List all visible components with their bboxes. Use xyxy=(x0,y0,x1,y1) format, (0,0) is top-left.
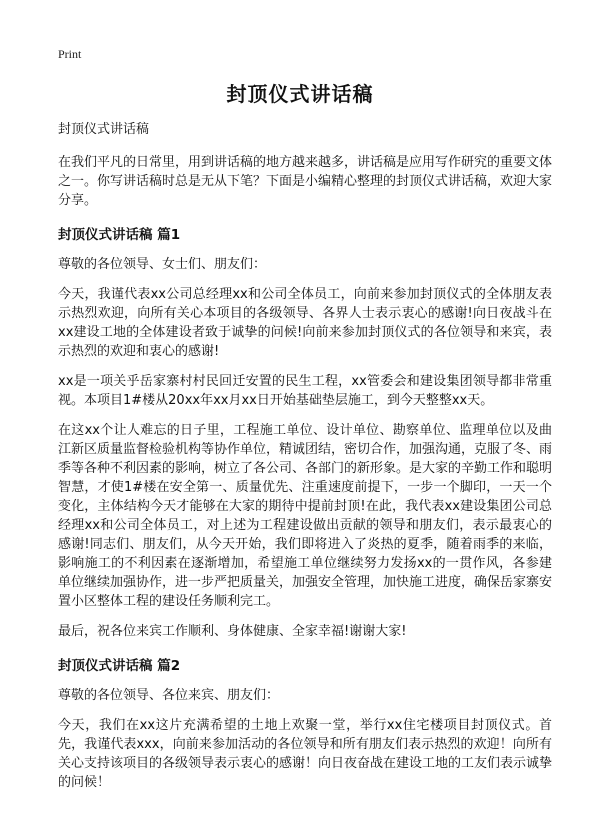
section-1-heading: 封顶仪式讲话稿 篇1 xyxy=(58,227,181,243)
section-1-closing: 最后，祝各位来宾工作顺利、身体健康、全家幸福!谢谢大家! xyxy=(58,624,407,639)
section-2-heading: 封顶仪式讲话稿 篇2 xyxy=(58,658,181,674)
document-subtitle: 封顶仪式讲话稿 xyxy=(58,122,150,137)
section-2-paragraph-1: 今天，我们在xx这片充满希望的土地上欢聚一堂，举行xx住宅楼项目封顶仪式。首先，我谨代表xxx，向前来参加活动的各位领导和所有朋友们表示热烈的欢迎！向所有关心支持该项目的各级领导表示衷心的感谢！向日夜奋战在建设工地的工友们表示诚挚的问候！ xyxy=(58,718,553,790)
section-1-greeting: 尊敬的各位领导、女士们、朋友们： xyxy=(58,257,267,272)
print-link[interactable]: Print xyxy=(58,47,82,61)
section-2-greeting: 尊敬的各位领导、各位来宾、朋友们： xyxy=(58,688,280,703)
section-1-paragraph-3: 在这xx个让人难忘的日子里，工程施工单位、设计单位、勘察单位、监理单位以及曲江新区质量监督检验机构等协作单位，精诚团结，密切合作，加强沟通，克服了冬、雨季等各种不利因素的影响，树立了各公司、各部门的新形象。是大家的辛勤工作和聪明智慧，才使1#楼在安全第一、质量优先、注重速度前提下，一步一个脚印，一天一个变化，主体结构今天才能够在大家的期待中提前封顶!在此，我代表xx建设集团公司总经理xx和公司全体员工，对上述为工程建设做出贡献的领导和朋友们，表示最衷心的感谢!同志们、朋友们，从今天开始，我们即将进入了炎热的夏季，随着雨季的来临，影响施工的不利因素在逐渐增加，希望施工单位继续努力发扬xx的一贯作风，各参建单位继续加强协作，进一步严把质量关，加强安全管理，加快施工进度，确保岳家寨安置小区整体工程的建设任务顺利完工。 xyxy=(58,423,553,609)
page-title: 封顶仪式讲话稿 xyxy=(226,82,374,106)
section-1-paragraph-2: xx是一项关乎岳家寨村村民回迁安置的民生工程，xx管委会和建设集团领导都非常重视。本项目1#楼从20xx年xx月xx日开始基础垫层施工，到今天整整xx天。 xyxy=(58,374,552,408)
document-body xyxy=(58,120,552,803)
section-1-paragraph-1: 今天，我谨代表xx公司总经理xx和公司全体员工，向前来参加封顶仪式的全体朋友表示热烈欢迎，向所有关心本项目的各级领导、各界人士表示衷心的感谢!向日夜战斗在xx建设工地的全体建设者致于诚挚的问候!向前来参加封顶仪式的各位领导和来宾，表示热烈的欢迎和衷心的感谢! xyxy=(58,287,552,359)
intro-paragraph: 在我们平凡的日常里，用到讲话稿的地方越来越多，讲话稿是应用写作研究的重要文体之一。你写讲话稿时总是无从下笔？下面是小编精心整理的封顶仪式讲话稿，欢迎大家分享。 xyxy=(58,155,553,208)
